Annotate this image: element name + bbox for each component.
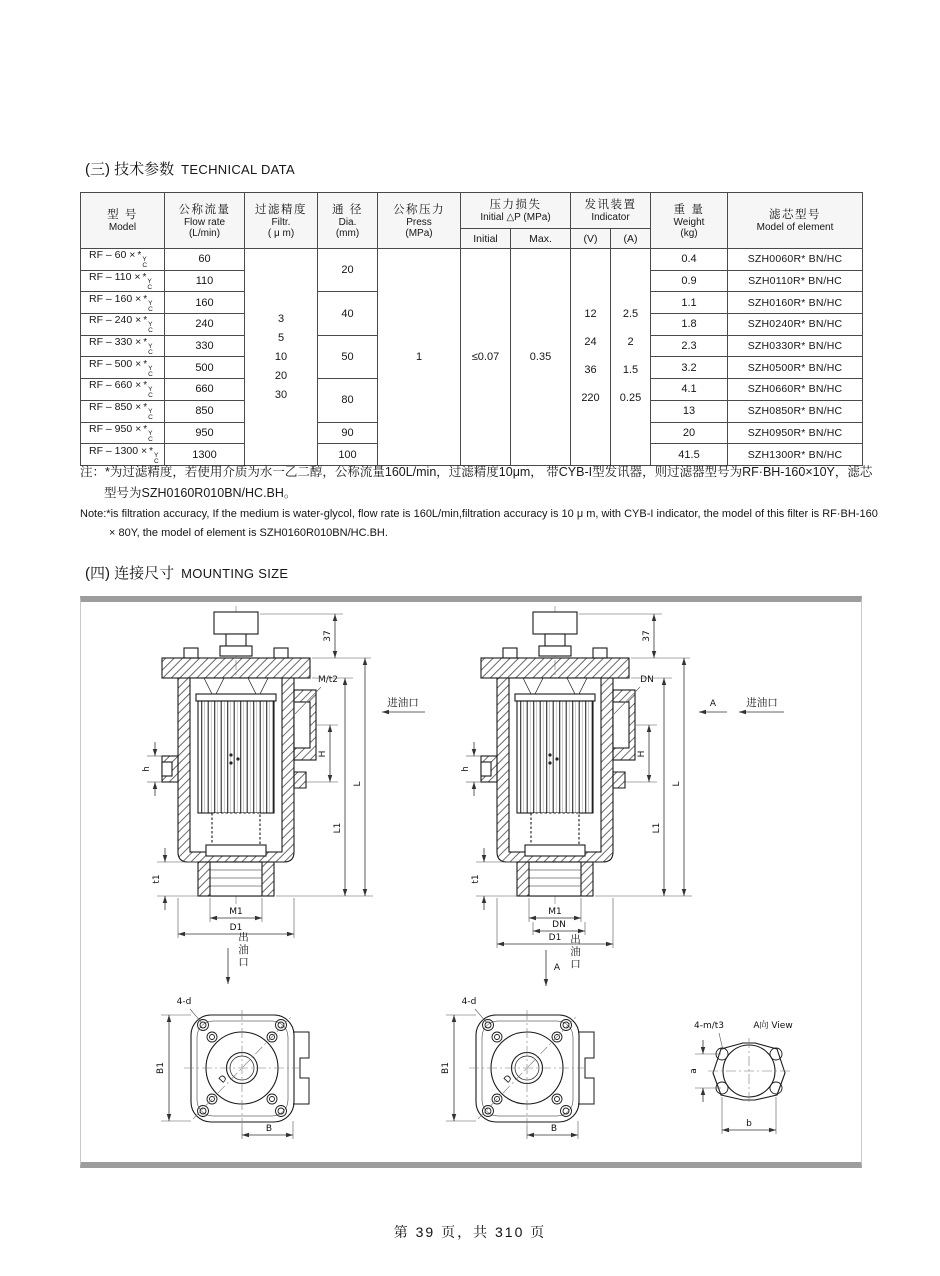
flow-cell: 60 — [165, 249, 245, 271]
port-label-dn: DN — [640, 675, 654, 685]
dim-L: L — [672, 781, 682, 787]
view-a-label: A — [709, 699, 717, 709]
col-press: 公称压力 Press (MPa) — [378, 193, 461, 249]
inlet-label: 进油口 — [387, 697, 419, 709]
model-cell: RF – 1300 × * Y C — [81, 444, 165, 466]
note-chinese: 注：*为过滤精度，若使用介质为水一乙二醇，公称流量160L/min，过滤精度10μm， 带CYB-I型发讯器，则过滤器型号为RF·BH-160×10Y，滤芯型号为SZH0160R010BN/HC.BH。 — [80, 465, 873, 500]
dim-DN: DN — [552, 920, 566, 930]
outlet-a-label: A — [553, 963, 561, 973]
subcol-amp: (A) — [611, 229, 651, 249]
port-label-mt2: M/t2 — [317, 675, 339, 685]
weight-cell: 1.1 — [651, 292, 728, 314]
weight-cell: 13 — [651, 400, 728, 422]
col-element: 滤芯型号 Model of element — [728, 193, 863, 249]
filter-assembly-right — [481, 606, 635, 912]
dim-37: 37 — [642, 630, 652, 642]
dim-37: 37 — [323, 630, 333, 642]
flange-view-middle — [469, 1010, 594, 1126]
model-cell: RF – 110 × * Y C — [81, 270, 165, 292]
dim-D: D — [502, 1073, 515, 1086]
press-cell: 1 — [378, 249, 461, 466]
flange-view-left — [184, 1010, 309, 1126]
element-cell: SZH0330R* BN/HC — [728, 335, 863, 357]
section-heading-zh: (三) 技术参数 — [85, 161, 175, 178]
dim-B: B — [265, 1124, 273, 1134]
element-cell: SZH0950R* BN/HC — [728, 422, 863, 444]
a-view-title: A向 View — [753, 1021, 793, 1031]
dim-B1: B1 — [441, 1062, 451, 1074]
element-cell: SZH0160R* BN/HC — [728, 292, 863, 314]
dim-M1: M1 — [548, 907, 562, 917]
flow-cell: 500 — [165, 357, 245, 379]
model-cell: RF – 850 × * Y C — [81, 400, 165, 422]
dia-cell: 80 — [318, 379, 378, 422]
header-row-1 — [81, 193, 863, 229]
dim-D: D — [217, 1073, 230, 1086]
element-cell: SZH0660R* BN/HC — [728, 379, 863, 401]
filter-assembly-left — [162, 606, 316, 912]
subcol-volt: (V) — [571, 229, 611, 249]
notes-block — [80, 462, 880, 542]
flow-cell: 110 — [165, 270, 245, 292]
dia-cell: 90 — [318, 422, 378, 444]
dia-cell: 20 — [318, 249, 378, 292]
section-heading-technical-data — [85, 158, 295, 179]
flow-cell: 850 — [165, 400, 245, 422]
section-heading-mounting-size — [85, 562, 288, 583]
subcol-initial: Initial — [461, 229, 511, 249]
dim-h: h — [461, 766, 471, 772]
flange-view-a-direction — [708, 1038, 790, 1104]
page-number: 第 39 页，共 310 页 — [393, 1224, 547, 1240]
dim-D1: D1 — [229, 923, 243, 933]
weight-cell: 41.5 — [651, 444, 728, 466]
technical-data-table — [80, 192, 863, 466]
filtration-cell: 3 5 10 20 30 — [245, 249, 318, 466]
dim-t1: t1 — [152, 874, 162, 884]
model-cell: RF – 500 × * Y C — [81, 357, 165, 379]
section-heading-en: TECHNICAL DATA — [181, 162, 295, 177]
dim-H: H — [318, 750, 328, 758]
weight-cell: 0.9 — [651, 270, 728, 292]
dim-a: a — [689, 1068, 699, 1074]
amp-cell: 2.5 2 1.5 0.25 — [611, 249, 651, 466]
holes-label: 4-d — [461, 997, 477, 1007]
flow-cell: 240 — [165, 314, 245, 336]
element-cell: SZH1300R* BN/HC — [728, 444, 863, 466]
model-cell: RF – 950 × * Y C — [81, 422, 165, 444]
outlet-label: 出油口 — [237, 931, 249, 969]
dim-D1: D1 — [548, 933, 562, 943]
dim-L1: L1 — [652, 822, 662, 834]
col-model: 型 号 Model — [81, 193, 165, 249]
col-indicator: 发讯装置 Indicator — [571, 193, 651, 229]
weight-cell: 20 — [651, 422, 728, 444]
holes-label: 4-d — [176, 997, 192, 1007]
flow-cell: 660 — [165, 379, 245, 401]
model-cell: RF – 60 × * Y C — [81, 249, 165, 271]
dia-cell: 40 — [318, 292, 378, 335]
section-heading-en: MOUNTING SIZE — [181, 566, 289, 581]
weight-cell: 3.2 — [651, 357, 728, 379]
element-cell: SZH0240R* BN/HC — [728, 314, 863, 336]
col-weight: 重 量 Weight (kg) — [651, 193, 728, 249]
dim-b: b — [746, 1119, 752, 1129]
model-cell: RF – 160 × * Y C — [81, 292, 165, 314]
mounting-drawing — [81, 602, 861, 1162]
max-cell: 0.35 — [511, 249, 571, 466]
table-row — [81, 249, 863, 271]
model-cell: RF – 330 × * Y C — [81, 335, 165, 357]
col-pressure-loss: 压力损失 Initial △P (MPa) — [461, 193, 571, 229]
inlet-label: 进油口 — [746, 697, 778, 709]
initial-cell: ≤0.07 — [461, 249, 511, 466]
dim-t1: t1 — [471, 874, 481, 884]
flow-cell: 950 — [165, 422, 245, 444]
element-cell: SZH0110R* BN/HC — [728, 270, 863, 292]
element-cell: SZH0850R* BN/HC — [728, 400, 863, 422]
outlet-label: 出油口 — [569, 933, 581, 971]
volt-cell: 12 24 36 220 — [571, 249, 611, 466]
mounting-drawing-frame — [80, 596, 862, 1168]
weight-cell: 1.8 — [651, 314, 728, 336]
holes-label: 4-m/t3 — [693, 1021, 725, 1031]
element-cell: SZH0500R* BN/HC — [728, 357, 863, 379]
col-dia: 通 径 Dia. (mm) — [318, 193, 378, 249]
weight-cell: 4.1 — [651, 379, 728, 401]
dia-cell: 100 — [318, 444, 378, 466]
section-heading-zh: (四) 连接尺寸 — [85, 565, 175, 582]
dim-L1: L1 — [333, 822, 343, 834]
dim-L: L — [353, 781, 363, 787]
subcol-max: Max. — [511, 229, 571, 249]
dim-H: H — [637, 750, 647, 758]
weight-cell: 2.3 — [651, 335, 728, 357]
dim-B: B — [550, 1124, 558, 1134]
note-english: Note:*is filtration accuracy, If the medium is water-glycol, flow rate is 160L/min,filtration accuracy is 10 μ m, with CYB-I indicator, the model of this filter is RF·BH-160 × 80Y, the model of element is SZH0160R010BN/HC.BH. — [80, 508, 878, 539]
a-view-dimensions — [689, 1019, 793, 1134]
flow-cell: 1300 — [165, 444, 245, 466]
model-cell: RF – 240 × * Y C — [81, 314, 165, 336]
col-flow: 公称流量 Flow rate (L/min) — [165, 193, 245, 249]
model-cell: RF – 660 × * Y C — [81, 379, 165, 401]
dim-M1: M1 — [229, 907, 243, 917]
weight-cell: 0.4 — [651, 249, 728, 271]
dim-h: h — [142, 766, 152, 772]
element-cell: SZH0060R* BN/HC — [728, 249, 863, 271]
flow-cell: 160 — [165, 292, 245, 314]
flow-cell: 330 — [165, 335, 245, 357]
col-filtration: 过滤精度 Filtr. ( μ m) — [245, 193, 318, 249]
dim-B1: B1 — [156, 1062, 166, 1074]
dia-cell: 50 — [318, 335, 378, 378]
